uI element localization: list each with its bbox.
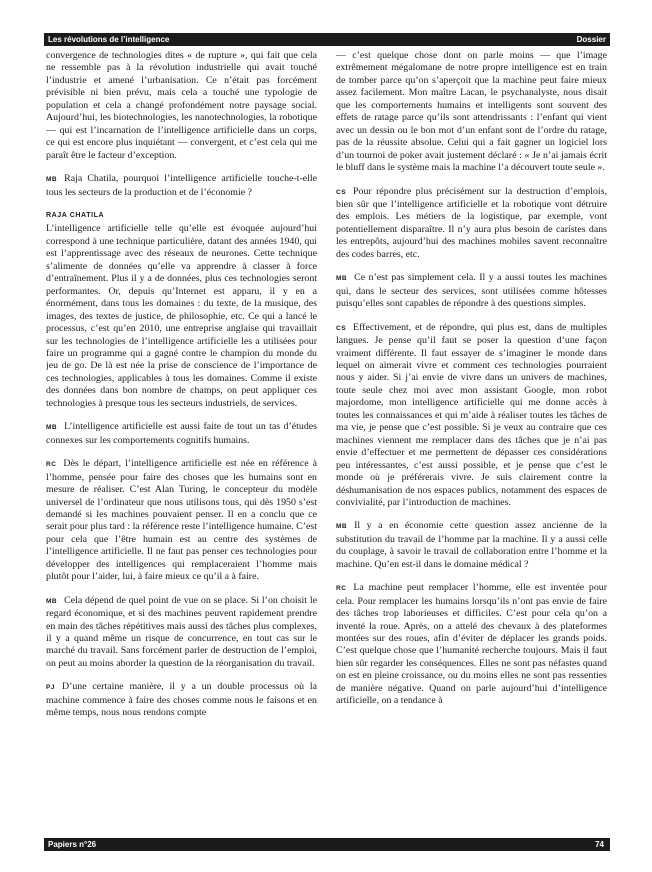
question bbox=[46, 421, 317, 447]
answer bbox=[46, 458, 317, 584]
answer-text: Dès le départ, l’intelligence artificielle est née en référence à l’homme, pensée pour faire des choses que les humains sont en mesure de réaliser. C’est Alan Turing, le concepteur du modèle universel de l’ordinateur que nous utilisons tous, qui dès 1950 s’est demandé si les machines pouvaient penser. Il en a conclu que ce serait pour plus tard : la référence reste l’intelligence humaine. C’est pour cela que l’être humain est au centre des systèmes de l’intelligence artificielle. Il ne faut pas penser ces technologies pour développer des intelligences qui remplaceraient l’homme mais plutôt pour l’aider, lui, à faire mieux ce qu’il a à faire. bbox=[46, 458, 317, 583]
speaker-tag: MB bbox=[46, 424, 58, 432]
left-column bbox=[46, 50, 317, 834]
speaker-name: RAJA CHATILA bbox=[46, 211, 105, 219]
answer bbox=[336, 322, 607, 510]
page-number: 74 bbox=[595, 840, 604, 849]
question bbox=[336, 272, 607, 310]
footer-bar bbox=[44, 838, 610, 851]
answer bbox=[336, 582, 607, 708]
answer-text: D’une certaine manière, il y a un double processus où la machine commence à faire des choses comme nous le faisons et en même temps, nous nous rendons compte bbox=[46, 681, 317, 719]
speaker-tag: RC bbox=[336, 585, 347, 593]
paragraph: convergence de technologies dites « de rupture », qui fait que cela ne ressemble pas à la révolution industrielle qui avait touché l’industrie et amené l’urbanisation. Ce n’était pas forcément prévisible ni bien prévu, mais cela a touché une typologie de population et cela a changé profondément notre paysage social. Aujourd’hui, les biotechnologies, les nanotechnologies, la robotique — qui est l’incarnation de l’intelligence artificielle dans un corps, ce qui est encore plus inquiétant — convergent, et c’est cela qui me paraît être le facteur d’exception. bbox=[46, 50, 317, 161]
answer bbox=[46, 595, 317, 671]
right-column bbox=[336, 50, 607, 834]
answer-text: Effectivement, et de répondre, qui plus est, dans de multiples langues. Je pense qu’il faut se poser la question d’une façon vraiment différente. Il faut essayer de s’imaginer le monde dans lequel on aimerait vivre et comment ces technologies pourraient nous y aider. Si j’ai envie de vivre dans un univers de machines, toute seule chez moi avec mon assistant Google, mon robot majordome, mon intelligence artificielle qui me donne accès à toutes les connaissances et qui m’aide à réaliser toutes les tâches de ma vie, je pense que c’est possible. Si je veux au contraire que ces machines viennent me remplacer dans des tâches que je n’ai pas envie d’effectuer et me permettent de dépasser ces considérations peu intéressantes, c’est aussi possible, et je pense que c’est le monde où je préférerais vivre. Je suis clairement contre la déshumanisation de nos espaces publics, notamment des espaces de convivialité, par l’introduction de machines. bbox=[336, 321, 607, 508]
speaker-tag: CS bbox=[336, 324, 347, 332]
speaker-tag: MB bbox=[46, 597, 58, 605]
question-text: Il y a en économie cette question assez ancienne de la substitution du travail de l’homme par la machine. Il y a aussi celle du couplage, à savoir le travail de collaboration entre l’homme et la machine. Qu’en est-il dans le domaine médical ? bbox=[336, 520, 607, 570]
speaker-tag: MB bbox=[46, 176, 58, 184]
question-text: Raja Chatila, pourquoi l’intelligence artificielle touche-t-elle tous les secteurs de la production et de l’économie ? bbox=[46, 173, 317, 198]
question bbox=[46, 173, 317, 199]
answer-text: Pour répondre plus précisément sur la destruction d’emplois, bien sûr que l’intelligence artificielle et la robotique vont détruire des emplois. Les métiers de la logistique, par exemple, vont potentiellement disparaître. Il n’y aura plus besoin de caristes dans les entrepôts, aujourd’hui des machines mobiles savent reconnaître des codes barres, etc. bbox=[336, 185, 607, 260]
question-text: Ce n’est pas simplement cela. Il y a aussi toutes les machines qui, dans le secteur des services, sont utilisées comme hôtesses puisqu’elles sont capables de répondre à des questions simples. bbox=[336, 272, 607, 310]
header-bar bbox=[44, 33, 610, 46]
speaker-tag: PJ bbox=[46, 684, 55, 692]
speaker-tag: CS bbox=[336, 188, 347, 196]
speaker-tag: MB bbox=[336, 523, 348, 531]
paragraph: — c’est quelque chose dont on parle moins — que l’image extrêmement mégalomane de notre propre intelligence est en train de tomber parce qu’on s’aperçoit que la machine peut faire mieux assez facilement. Mon maître Lacan, le psychanalyste, nous disait que les comportements humains et intelligents sont souvent des effets de ratage parce qu’ils sont attendrissants : l’enfant qui vient avec un dessin ou le bon mot d’un enfant sont de l’ordre du ratage, pas de la réussite absolue. Celui qui a fait gagner un logiciel lors d’un tournoi de poker avait justement déclaré : « Je n’ai jamais écrit le bluff dans le système mais la machine l’a découvert toute seule ». bbox=[336, 50, 607, 174]
speaker-tag: RC bbox=[46, 461, 57, 469]
question-text: L’intelligence artificielle est aussi faite de tout un tas d’études connexes sur les comportements cognitifs humains. bbox=[46, 421, 317, 446]
question bbox=[336, 520, 607, 571]
answer-text: Cela dépend de quel point de vue on se place. Si l’on choisit le regard économique, et si des machines peuvent rapidement prendre en main des tâches répétitives mais aussi des tâches plus complexes, il y a quand même un risque de concurrence, en tout cas sur le marché du travail. Sans forcément parler de destruction de l’emploi, on peut au moins aborder la question de la réorganisation du travail. bbox=[46, 594, 317, 669]
answer bbox=[46, 681, 317, 719]
answer-text: La machine peut remplacer l’homme, elle est inventée pour cela. Pour remplacer les humains lorsqu’ils n’ont pas envie de faire des tâches trop laborieuses et difficiles. C’est pour cela qu’on a inventé la roue. Après, on a attelé des chevaux à des plateformes montées sur des roues, afin d’éviter de déplacer les grands poids. C’est quelque chose que l’humanité recherche toujours. Mais il faut bien sûr regarder les conséquences. Elles ne sont pas néfastes quand on est en pleine croissance, ou du moins elles ne sont pas ressenties de manière négative. Quand on parle aujourd’hui d’intelligence artificielle, on a tendance à bbox=[336, 582, 607, 707]
paragraph: L’intelligence artificielle telle qu’elle est évoquée aujourd’hui correspond à une technique particulière, datant des années 1940, qui est l’apprentissage avec des réseaux de neurones. Cette technique s’alimente de données qu’elle va apprendre à classer à force d’entraînement. Plus il y a de données, plus ces technologies seront performantes. Or, depuis qu’Internet est apparu, il y en a énormément, dans tous les domaines : du texte, de la musique, des images, des textes de justice, de philosophie, etc. Ce qui a lancé le processus, c’est qu’en 2010, une entreprise anglaise qui travaillait sur les technologies de l’intelligence artificielle les a utilisées pour faire un programme qui a gagné contre le champion du monde du jeu de go. De là est née la prise de conscience de l’importance de ces technologies, applicables à tous les domaines. Comme il existe des données dans bon nombre de champs, on peut appliquer ces technologies à presque tous les secteurs industriels, de services. bbox=[46, 223, 317, 409]
rubric-label: Dossier bbox=[576, 35, 606, 44]
section-title: Les révolutions de l’intelligence bbox=[48, 35, 170, 44]
speaker-tag: MB bbox=[336, 275, 348, 283]
publication-name: Papiers n°26 bbox=[48, 840, 97, 849]
answer bbox=[336, 186, 607, 262]
